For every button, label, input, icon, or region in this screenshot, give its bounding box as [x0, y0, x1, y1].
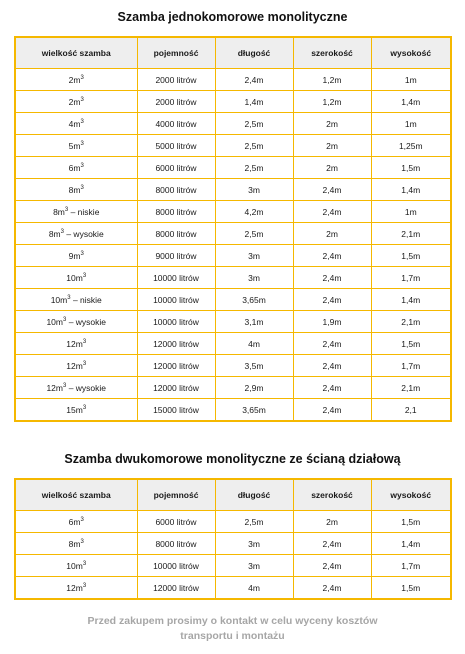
cell-size	[15, 289, 137, 311]
cell-length: 3m	[215, 533, 293, 555]
cell-size	[15, 69, 137, 91]
cell-size	[15, 533, 137, 555]
cell-width: 2,4m	[293, 355, 371, 377]
cell-width: 2,4m	[293, 201, 371, 223]
size-note: – niskie	[70, 294, 102, 305]
size-value: 8m	[48, 228, 61, 239]
section2-title: Szamba dwukomorowe monolityczne ze ścianą działową	[64, 452, 401, 466]
size-value: 10m	[50, 294, 68, 305]
cell-height: 2,1	[371, 399, 451, 422]
cell-capacity: 8000 litrów	[137, 179, 215, 201]
size-exponent: 3	[82, 560, 87, 567]
table-header-row	[15, 37, 451, 69]
header-height: wysokość	[371, 37, 451, 69]
cell-size	[15, 311, 137, 333]
table-row	[15, 289, 451, 311]
cell-size	[15, 245, 137, 267]
cell-width: 1,2m	[293, 69, 371, 91]
size-value: 4m	[68, 118, 81, 129]
table-row	[15, 245, 451, 267]
cell-size	[15, 91, 137, 113]
table-row	[15, 533, 451, 555]
size-value: 6m	[68, 162, 81, 173]
cell-height: 1,7m	[371, 355, 451, 377]
cell-capacity: 12000 litrów	[137, 377, 215, 399]
cell-capacity: 10000 litrów	[137, 267, 215, 289]
cell-length: 2,5m	[215, 157, 293, 179]
header-size: wielkość szamba	[15, 479, 137, 511]
cell-length: 3m	[215, 179, 293, 201]
size-value: 10m	[66, 272, 83, 283]
cell-size	[15, 377, 137, 399]
size-exponent: 3	[80, 516, 84, 523]
size-value: 12m	[66, 360, 83, 371]
cell-width: 2,4m	[293, 377, 371, 399]
table-row	[15, 333, 451, 355]
cell-size	[15, 201, 137, 223]
size-note: – niskie	[68, 206, 100, 217]
cell-height: 2,1m	[371, 223, 451, 245]
table-row	[15, 223, 451, 245]
cell-length: 4m	[215, 577, 293, 600]
cell-size	[15, 355, 137, 377]
table-row	[15, 179, 451, 201]
table-row	[15, 399, 451, 422]
size-exponent: 3	[82, 360, 87, 367]
size-exponent: 3	[63, 382, 67, 389]
size-exponent: 3	[80, 538, 84, 545]
cell-height: 1,4m	[371, 91, 451, 113]
table-row	[15, 267, 451, 289]
size-exponent: 3	[80, 184, 84, 191]
table-row	[15, 135, 451, 157]
table-row	[15, 69, 451, 91]
cell-size	[15, 179, 137, 201]
size-value: 15m	[66, 404, 83, 415]
footer-line-2: transportu i montażu	[180, 630, 285, 642]
cell-size	[15, 333, 137, 355]
cell-height: 1,25m	[371, 135, 451, 157]
cell-height: 1,5m	[371, 333, 451, 355]
cell-capacity: 10000 litrów	[137, 311, 215, 333]
size-value: 2m	[68, 96, 81, 107]
header-size: wielkość szamba	[15, 37, 137, 69]
cell-size	[15, 577, 137, 600]
cell-length: 2,4m	[215, 69, 293, 91]
cell-size	[15, 399, 137, 422]
cell-capacity: 2000 litrów	[137, 91, 215, 113]
cell-width: 1,2m	[293, 91, 371, 113]
cell-height: 1,4m	[371, 533, 451, 555]
cell-width: 2,4m	[293, 179, 371, 201]
cell-width: 2m	[293, 135, 371, 157]
cell-capacity: 12000 litrów	[137, 355, 215, 377]
size-value: 8m	[68, 184, 81, 195]
header-length: długość	[215, 37, 293, 69]
cell-height: 2,1m	[371, 311, 451, 333]
size-value: 12m	[66, 582, 83, 593]
size-exponent: 3	[80, 118, 84, 125]
cell-length: 1,4m	[215, 91, 293, 113]
cell-size	[15, 267, 137, 289]
cell-capacity: 12000 litrów	[137, 333, 215, 355]
cell-length: 3,1m	[215, 311, 293, 333]
table-body	[15, 69, 451, 422]
cell-size	[15, 157, 137, 179]
cell-height: 1,5m	[371, 157, 451, 179]
table-row	[15, 91, 451, 113]
cell-width: 2m	[293, 511, 371, 533]
size-exponent: 3	[63, 316, 67, 323]
cell-capacity: 8000 litrów	[137, 533, 215, 555]
cell-size	[15, 223, 137, 245]
cell-capacity: 10000 litrów	[137, 289, 215, 311]
size-exponent: 3	[60, 228, 64, 235]
cell-size	[15, 113, 137, 135]
header-length: długość	[215, 479, 293, 511]
size-exponent: 3	[82, 404, 87, 411]
header-height: wysokość	[371, 479, 451, 511]
cell-length: 2,9m	[215, 377, 293, 399]
size-note: – wysokie	[66, 316, 107, 327]
cell-height: 1m	[371, 69, 451, 91]
size-value: 10m	[46, 316, 63, 327]
table-row	[15, 157, 451, 179]
size-exponent: 3	[82, 272, 87, 279]
table-row	[15, 311, 451, 333]
cell-length: 2,5m	[215, 223, 293, 245]
table-row	[15, 113, 451, 135]
cell-size	[15, 511, 137, 533]
cell-width: 2,4m	[293, 555, 371, 577]
cell-capacity: 12000 litrów	[137, 577, 215, 600]
size-value: 2m	[68, 74, 81, 85]
cell-length: 4,2m	[215, 201, 293, 223]
size-value: 5m	[68, 140, 81, 151]
cell-capacity: 10000 litrów	[137, 555, 215, 577]
cell-height: 1,7m	[371, 555, 451, 577]
cell-height: 1,5m	[371, 577, 451, 600]
section1-title: Szamba jednokomorowe monolityczne	[117, 10, 348, 24]
cell-width: 2m	[293, 223, 371, 245]
cell-capacity: 6000 litrów	[137, 511, 215, 533]
cell-length: 2,5m	[215, 511, 293, 533]
cell-height: 1,4m	[371, 179, 451, 201]
cell-width: 2,4m	[293, 577, 371, 600]
size-value: 8m	[53, 206, 65, 217]
header-width: szerokość	[293, 479, 371, 511]
size-value: 12m	[66, 338, 83, 349]
header-width: szerokość	[293, 37, 371, 69]
size-exponent: 3	[80, 250, 84, 257]
cell-capacity: 15000 litrów	[137, 399, 215, 422]
size-value: 10m	[66, 560, 83, 571]
table-row	[15, 377, 451, 399]
table-row	[15, 355, 451, 377]
table-row	[15, 201, 451, 223]
cell-height: 1,4m	[371, 289, 451, 311]
header-capacity: pojemność	[137, 479, 215, 511]
size-exponent: 3	[82, 338, 87, 345]
size-exponent: 3	[80, 162, 84, 169]
cell-width: 2,4m	[293, 245, 371, 267]
cell-length: 3m	[215, 245, 293, 267]
cell-capacity: 4000 litrów	[137, 113, 215, 135]
table-header-row	[15, 479, 451, 511]
size-exponent: 3	[64, 206, 69, 213]
size-note: – wysokie	[63, 228, 104, 239]
cell-length: 3m	[215, 267, 293, 289]
cell-height: 1m	[371, 113, 451, 135]
cell-width: 1,9m	[293, 311, 371, 333]
cell-length: 4m	[215, 333, 293, 355]
cell-width: 2,4m	[293, 333, 371, 355]
cell-capacity: 2000 litrów	[137, 69, 215, 91]
cell-width: 2,4m	[293, 289, 371, 311]
cell-height: 1,7m	[371, 267, 451, 289]
size-exponent: 3	[80, 96, 84, 103]
size-note: – wysokie	[66, 382, 107, 393]
cell-width: 2,4m	[293, 267, 371, 289]
cell-capacity: 6000 litrów	[137, 157, 215, 179]
size-exponent: 3	[82, 582, 87, 589]
size-value: 8m	[68, 538, 81, 549]
cell-size	[15, 135, 137, 157]
double-chamber-table	[14, 478, 452, 600]
cell-capacity: 8000 litrów	[137, 201, 215, 223]
size-value: 9m	[68, 250, 81, 261]
table-row	[15, 555, 451, 577]
cell-length: 2,5m	[215, 135, 293, 157]
cell-length: 3,5m	[215, 355, 293, 377]
single-chamber-table	[14, 36, 452, 422]
cell-height: 1,5m	[371, 511, 451, 533]
footer-line-1: Przed zakupem prosimy o kontakt w celu wyceny kosztów	[87, 615, 378, 627]
cell-height: 1m	[371, 201, 451, 223]
size-exponent: 3	[80, 74, 84, 81]
table-row	[15, 577, 451, 600]
cell-height: 1,5m	[371, 245, 451, 267]
cell-width: 2,4m	[293, 533, 371, 555]
cell-size	[15, 555, 137, 577]
table-row	[15, 511, 451, 533]
cell-capacity: 9000 litrów	[137, 245, 215, 267]
cell-capacity: 8000 litrów	[137, 223, 215, 245]
cell-height: 2,1m	[371, 377, 451, 399]
table-body	[15, 511, 451, 600]
cell-length: 3m	[215, 555, 293, 577]
cell-capacity: 5000 litrów	[137, 135, 215, 157]
header-capacity: pojemność	[137, 37, 215, 69]
cell-width: 2m	[293, 157, 371, 179]
cell-width: 2,4m	[293, 399, 371, 422]
size-value: 6m	[68, 516, 81, 527]
size-exponent: 3	[67, 294, 71, 301]
size-exponent: 3	[80, 140, 84, 147]
cell-length: 3,65m	[215, 289, 293, 311]
size-value: 12m	[46, 382, 63, 393]
footer-note	[0, 614, 465, 644]
cell-length: 3,65m	[215, 399, 293, 422]
cell-length: 2,5m	[215, 113, 293, 135]
cell-width: 2m	[293, 113, 371, 135]
